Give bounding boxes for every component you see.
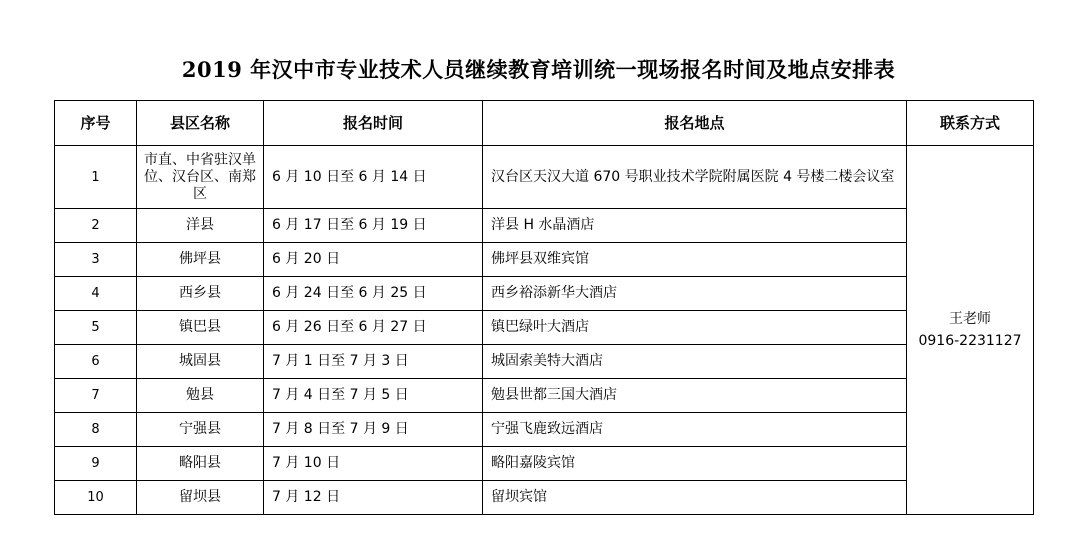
row-time: 7 月 1 日至 7 月 3 日 [264, 345, 483, 379]
row-place: 宁强飞鹿致远酒店 [483, 413, 907, 447]
row-county: 宁强县 [137, 413, 264, 447]
row-county: 市直、中省驻汉单位、汉台区、南郑区 [137, 146, 264, 209]
header-contact: 联系方式 [907, 101, 1034, 146]
row-time: 6 月 26 日至 6 月 27 日 [264, 311, 483, 345]
row-county: 城固县 [137, 345, 264, 379]
row-num: 2 [55, 209, 137, 243]
row-county: 佛坪县 [137, 243, 264, 277]
row-num: 10 [55, 481, 137, 515]
row-num: 1 [55, 146, 137, 209]
registration-schedule-table [54, 100, 1034, 515]
row-county: 镇巴县 [137, 311, 264, 345]
table-row [55, 413, 1034, 447]
row-county: 西乡县 [137, 277, 264, 311]
row-time: 7 月 8 日至 7 月 9 日 [264, 413, 483, 447]
row-place: 佛坪县双维宾馆 [483, 243, 907, 277]
row-time: 7 月 10 日 [264, 447, 483, 481]
row-county: 留坝县 [137, 481, 264, 515]
row-time: 6 月 20 日 [264, 243, 483, 277]
row-num: 6 [55, 345, 137, 379]
row-place: 城固索美特大酒店 [483, 345, 907, 379]
row-place: 汉台区天汉大道 670 号职业技术学院附属医院 4 号楼二楼会议室 [483, 146, 907, 209]
table-header-row [55, 101, 1034, 146]
table-row [55, 243, 1034, 277]
table-row [55, 379, 1034, 413]
row-num: 5 [55, 311, 137, 345]
header-county: 县区名称 [137, 101, 264, 146]
contact-cell [907, 146, 1034, 515]
row-county: 勉县 [137, 379, 264, 413]
header-place: 报名地点 [483, 101, 907, 146]
row-num: 9 [55, 447, 137, 481]
row-place: 镇巴绿叶大酒店 [483, 311, 907, 345]
row-place: 留坝宾馆 [483, 481, 907, 515]
table-row [55, 311, 1034, 345]
row-time: 6 月 10 日至 6 月 14 日 [264, 146, 483, 209]
header-time: 报名时间 [264, 101, 483, 146]
table-row [55, 481, 1034, 515]
table-row [55, 146, 1034, 209]
table-row [55, 345, 1034, 379]
row-place: 洋县 H 水晶酒店 [483, 209, 907, 243]
row-time: 6 月 24 日至 6 月 25 日 [264, 277, 483, 311]
header-num: 序号 [55, 101, 137, 146]
contact-phone: 0916-2231127 [918, 333, 1022, 349]
row-county: 略阳县 [137, 447, 264, 481]
row-time: 7 月 12 日 [264, 481, 483, 515]
row-num: 4 [55, 277, 137, 311]
table-row [55, 277, 1034, 311]
table-row [55, 447, 1034, 481]
contact-name: 王老师 [949, 311, 991, 327]
row-time: 6 月 17 日至 6 月 19 日 [264, 209, 483, 243]
row-place: 略阳嘉陵宾馆 [483, 447, 907, 481]
page-title: 2019 年汉中市专业技术人员继续教育培训统一现场报名时间及地点安排表 [181, 57, 896, 82]
row-county: 洋县 [137, 209, 264, 243]
row-num: 8 [55, 413, 137, 447]
row-num: 3 [55, 243, 137, 277]
row-place: 西乡裕添新华大酒店 [483, 277, 907, 311]
table-row [55, 209, 1034, 243]
row-num: 7 [55, 379, 137, 413]
row-place: 勉县世都三国大酒店 [483, 379, 907, 413]
row-time: 7 月 4 日至 7 月 5 日 [264, 379, 483, 413]
